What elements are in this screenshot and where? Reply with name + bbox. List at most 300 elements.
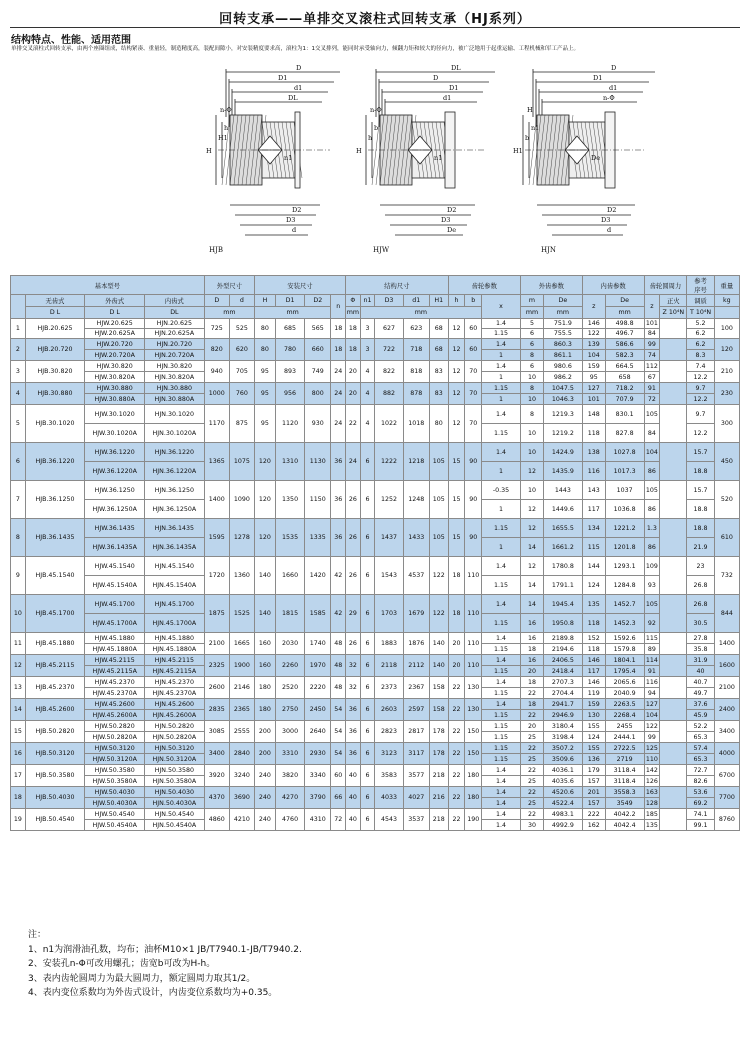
cell-h: 20 <box>448 655 465 677</box>
cell-z-int: 105 <box>644 405 660 424</box>
cell-H1: 83 <box>429 361 448 383</box>
cell-x: 1 <box>482 350 521 361</box>
cell-weight: 3400 <box>714 721 739 743</box>
cell-De-int: 4042.4 <box>605 820 644 831</box>
cell-D2: 930 <box>305 405 331 443</box>
page-title: 回转支承——单排交叉滚柱式回转支承（HJ系列） <box>219 12 531 27</box>
dim-label-d: d <box>292 226 297 234</box>
dim-label-D3: D3 <box>286 216 296 224</box>
cell-m: 10 <box>520 394 543 405</box>
cell-n1: 6 <box>360 519 375 557</box>
cell-force-normal <box>660 677 687 699</box>
cell-phi: 26 <box>346 633 361 655</box>
cell-De: 1219.3 <box>543 405 582 424</box>
cell-d: 4210 <box>229 809 254 831</box>
cell-force-normal <box>660 383 687 405</box>
cell-m: 10 <box>520 481 543 500</box>
cell-weight: 1400 <box>714 633 739 655</box>
cell-force: 15.7 <box>687 443 714 462</box>
cell-h: 22 <box>448 787 465 809</box>
cell-model-plain: HJB.50.4540 <box>25 809 85 831</box>
cell-model-int: HJN.36.1220 <box>145 443 205 462</box>
cell-model-int: HJN.50.3120 <box>145 743 205 754</box>
dim-label-h: h <box>368 134 373 142</box>
cell-model-plain: HJB.36.1250 <box>25 481 85 519</box>
cell-m: 6 <box>520 329 543 339</box>
cell-model-int: HJN.20.625A <box>145 329 205 339</box>
cell-x: 1.15 <box>482 710 521 721</box>
cell-De-int: 2444.1 <box>605 732 644 743</box>
dim-label-D2: D2 <box>607 206 617 214</box>
cell-model-ext: HJW.45.2370 <box>85 677 145 688</box>
th-int-type: 内齿式 <box>145 295 205 307</box>
cell-force: 6.2 <box>687 339 714 350</box>
cell-z: 152 <box>582 633 605 644</box>
dim-label-d1: d1 <box>294 84 303 92</box>
cell-model-int: HJN.20.720A <box>145 350 205 361</box>
cell-weight: 300 <box>714 405 739 443</box>
cell-weight: 2100 <box>714 677 739 699</box>
cell-model-ext: HJW.30.1020A <box>85 424 145 443</box>
cell-weight: 210 <box>714 361 739 383</box>
cell-d: 1090 <box>229 481 254 519</box>
cell-model-ext: HJW.45.2115A <box>85 666 145 677</box>
cell-d: 3690 <box>229 787 254 809</box>
cell-phi: 22 <box>346 405 361 443</box>
cell-model-ext: HJW.45.2370A <box>85 688 145 699</box>
cell-z: 146 <box>582 319 605 329</box>
cell-weight: 450 <box>714 443 739 481</box>
th-force: 齿轮圆周力 <box>644 276 687 295</box>
cell-force: 8.3 <box>687 350 714 361</box>
cell-z: 117 <box>582 500 605 519</box>
cell-D1: 893 <box>275 361 304 383</box>
cell-model-ext: HJW.36.1435 <box>85 519 145 538</box>
cell-x: 1.4 <box>482 699 521 710</box>
th-De2: De <box>605 295 644 307</box>
cell-x: 1.4 <box>482 595 521 614</box>
th-mm-1: mm <box>204 307 254 319</box>
cell-d1: 878 <box>403 383 429 405</box>
cell-m: 12 <box>520 519 543 538</box>
cell-m: 22 <box>520 688 543 699</box>
table-row <box>11 765 740 776</box>
cell-weight: 4000 <box>714 743 739 765</box>
cell-De-int: 658 <box>605 372 644 383</box>
cell-n1: 6 <box>360 743 375 765</box>
cell-De: 4036.1 <box>543 765 582 776</box>
table-row <box>11 481 740 500</box>
cell-bb: 110 <box>465 595 482 633</box>
cell-model-ext: HJW.36.1435A <box>85 538 145 557</box>
cell-weight: 8760 <box>714 809 739 831</box>
cell-z-int: 89 <box>644 644 660 655</box>
cell-z-int: 72 <box>644 394 660 405</box>
cell-x: 1.4 <box>482 319 521 329</box>
cell-D: 2835 <box>204 699 229 721</box>
cell-n1: 6 <box>360 699 375 721</box>
note-3: 3、表内齿轮圆周力为最大圆周力，额定圆周力取其1/2。 <box>28 973 256 984</box>
cell-nn: 72 <box>331 809 346 831</box>
dim-label-b: b <box>374 124 379 132</box>
cell-De: 1780.8 <box>543 557 582 576</box>
cell-force: 65.3 <box>687 732 714 743</box>
cell-force-normal <box>660 743 687 765</box>
th-struct: 结构尺寸 <box>346 276 449 295</box>
note-2: 2、安装孔n-Φ可改用螺孔；齿宽b可改为H-h。 <box>28 959 216 969</box>
cell-model-ext: HJW.50.3120 <box>85 743 145 754</box>
cell-x: 1 <box>482 500 521 519</box>
cell-m: 8 <box>520 383 543 394</box>
cell-De-int: 498.8 <box>605 319 644 329</box>
th-z2: z <box>644 295 660 319</box>
cell-D2: 1335 <box>305 519 331 557</box>
cell-d1: 2597 <box>403 699 429 721</box>
cell-De-int: 1017.3 <box>605 462 644 481</box>
cell-d: 875 <box>229 405 254 443</box>
cell-no: 6 <box>11 443 26 481</box>
cell-force: 74.1 <box>687 809 714 820</box>
cell-d1: 4537 <box>403 557 429 595</box>
cell-model-int: HJN.45.1700A <box>145 614 205 633</box>
cell-bb: 90 <box>465 443 482 481</box>
cell-model-int: HJN.20.720 <box>145 339 205 350</box>
cell-model-ext: HJW.45.1540A <box>85 576 145 595</box>
th-d1: d1 <box>403 295 429 307</box>
cell-D: 940 <box>204 361 229 383</box>
cell-m: 16 <box>520 655 543 666</box>
cell-De: 1449.6 <box>543 500 582 519</box>
cell-force: 18.8 <box>687 462 714 481</box>
cell-d: 1075 <box>229 443 254 481</box>
cell-m: 6 <box>520 339 543 350</box>
table-row <box>11 677 740 688</box>
th-D2: D2 <box>305 295 331 307</box>
cell-m: 10 <box>520 424 543 443</box>
cell-D1: 4760 <box>275 809 304 831</box>
cell-no: 10 <box>11 595 26 633</box>
cell-D: 1170 <box>204 405 229 443</box>
cell-model-ext: HJW.45.1880A <box>85 644 145 655</box>
cell-z: 95 <box>582 372 605 383</box>
cell-De: 1219.2 <box>543 424 582 443</box>
dim-label-D1: D1 <box>449 84 459 92</box>
cell-z: 157 <box>582 776 605 787</box>
cell-model-ext: HJW.30.820 <box>85 361 145 372</box>
cell-De: 980.6 <box>543 361 582 372</box>
cell-D1: 2030 <box>275 633 304 655</box>
cell-force-normal <box>660 481 687 519</box>
cell-H: 140 <box>254 595 275 633</box>
dim-label-D3: D3 <box>441 216 451 224</box>
cell-force: 69.2 <box>687 798 714 809</box>
th-D3: D3 <box>375 295 403 307</box>
cell-no: 5 <box>11 405 26 443</box>
cell-D3: 1437 <box>375 519 403 557</box>
cell-D3: 1703 <box>375 595 403 633</box>
cell-De-int: 1221.2 <box>605 519 644 538</box>
cell-De: 986.2 <box>543 372 582 383</box>
cell-model-ext: HJW.45.2600 <box>85 699 145 710</box>
cell-z-int: 127 <box>645 700 658 708</box>
cell-D1: 2260 <box>275 655 304 677</box>
cell-d1: 1433 <box>403 519 429 557</box>
th-ext: 外齿参数 <box>520 276 582 295</box>
cell-model-ext: HJW.20.625A <box>85 329 145 339</box>
cell-d: 620 <box>229 339 254 361</box>
cell-D3: 882 <box>375 383 403 405</box>
cell-H1: 68 <box>429 319 448 339</box>
cell-x: 1.4 <box>482 809 521 820</box>
cell-D2: 749 <box>305 361 331 383</box>
cell-x: 1.4 <box>482 405 521 424</box>
cell-D3: 2823 <box>375 721 403 743</box>
cell-model-int: HJN.30.880A <box>145 394 205 405</box>
cell-d: 1278 <box>229 519 254 557</box>
cell-x: 1.4 <box>482 655 521 666</box>
cell-z-int: 91 <box>644 666 660 677</box>
cell-n1: 3 <box>360 339 375 361</box>
cell-n1: 6 <box>360 557 375 595</box>
cell-z-int: 112 <box>645 362 658 370</box>
cell-x: 1 <box>482 372 521 383</box>
cell-no: 11 <box>11 633 26 655</box>
cell-h: 12 <box>448 405 465 443</box>
cell-model-ext: HJW.50.2820 <box>85 721 145 732</box>
cell-z-int: 109 <box>644 557 660 576</box>
drawing-label-hjb: HJB <box>209 246 224 254</box>
cell-H1: 83 <box>429 383 448 405</box>
cell-h: 22 <box>448 743 465 765</box>
cell-D: 1365 <box>204 443 229 481</box>
cell-bb: 190 <box>465 809 482 831</box>
cell-force: 15.7 <box>687 481 714 500</box>
cell-H: 140 <box>254 557 275 595</box>
cell-z: 155 <box>582 743 605 754</box>
cell-weight: 100 <box>714 319 739 339</box>
cell-h: 15 <box>448 481 465 519</box>
cell-z-int: 91 <box>644 383 660 394</box>
cell-model-int: HJN.30.1020A <box>145 424 205 443</box>
cell-bb: 110 <box>465 633 482 655</box>
cell-D: 2100 <box>204 633 229 655</box>
cell-z: 139 <box>582 339 605 350</box>
cell-De: 1435.9 <box>543 462 582 481</box>
cell-De: 1046.3 <box>543 394 582 405</box>
cell-phi: 26 <box>346 481 361 519</box>
table-row <box>11 405 740 424</box>
cell-model-ext: HJW.36.1250A <box>85 500 145 519</box>
cell-D1: 1350 <box>275 481 304 519</box>
cell-m: 22 <box>520 787 543 798</box>
cell-model-ext: HJW.20.720A <box>85 350 145 361</box>
cell-force: 31.9 <box>687 655 714 666</box>
cell-d1: 3117 <box>403 743 429 765</box>
dim-label-DL: DL <box>288 94 298 102</box>
cell-x: 1.15 <box>482 329 521 339</box>
cell-m: 16 <box>520 614 543 633</box>
cell-d1: 2112 <box>403 655 429 677</box>
cell-z-int: 114 <box>645 656 658 664</box>
cell-D2: 1970 <box>305 655 331 677</box>
table-row <box>11 383 740 394</box>
cell-force-normal <box>660 557 687 595</box>
cell-De-int: 1027.8 <box>605 443 644 462</box>
dim-label-d: d <box>607 226 612 234</box>
cell-z: 118 <box>582 644 605 655</box>
cell-z-int: 142 <box>645 766 658 774</box>
cell-D3: 1543 <box>375 557 403 595</box>
cell-H: 95 <box>254 383 275 405</box>
cell-m: 22 <box>520 809 543 820</box>
cell-no: 16 <box>11 743 26 765</box>
cell-z-int: 163 <box>645 788 658 796</box>
cell-n1: 6 <box>360 721 375 743</box>
cell-De-int: 582.3 <box>605 350 644 361</box>
cell-m: 14 <box>520 595 543 614</box>
cell-force: 5.2 <box>687 319 714 329</box>
cell-nn: 24 <box>331 405 346 443</box>
cell-model-plain: HJB.45.2370 <box>25 677 85 699</box>
cell-m: 12 <box>520 462 543 481</box>
cell-phi: 18 <box>346 319 361 339</box>
cell-z-int: 135 <box>645 821 658 829</box>
cell-D3: 4543 <box>375 809 403 831</box>
cell-D: 2600 <box>204 677 229 699</box>
cell-H1: 105 <box>429 443 448 481</box>
cell-d: 2365 <box>229 699 254 721</box>
cell-d: 2840 <box>229 743 254 765</box>
cell-x: 1.15 <box>482 614 521 633</box>
cell-De-int: 830.1 <box>605 405 644 424</box>
cell-model-ext: HJW.45.2600A <box>85 710 145 721</box>
cell-phi: 20 <box>346 361 361 383</box>
cell-model-int: HJN.50.3580A <box>145 776 205 787</box>
cell-phi: 36 <box>346 699 361 721</box>
cell-m: 25 <box>520 798 543 809</box>
cell-no: 7 <box>11 481 26 519</box>
cell-De-int: 1284.8 <box>605 576 644 595</box>
cell-m: 5 <box>520 319 543 329</box>
drawing-hjn <box>515 60 690 260</box>
cell-H: 80 <box>254 319 275 339</box>
cell-model-plain: HJB.45.1540 <box>25 557 85 595</box>
cell-D3: 722 <box>375 339 403 361</box>
cell-De: 2707.3 <box>543 677 582 688</box>
cell-n1: 6 <box>360 765 375 787</box>
th-dl-2: D L <box>85 307 145 319</box>
cell-De-int: 2065.6 <box>605 677 644 688</box>
th-mount: 安装尺寸 <box>254 276 345 295</box>
cell-bb: 90 <box>465 519 482 557</box>
dim-label-n-Φ: n-Φ <box>370 106 382 114</box>
cell-n1: 6 <box>360 655 375 677</box>
cell-nn: 48 <box>331 655 346 677</box>
cell-x: 1.4 <box>482 557 521 576</box>
cell-d1: 4027 <box>403 787 429 809</box>
dim-label-D2: D2 <box>447 206 457 214</box>
cell-model-plain: HJB.30.820 <box>25 361 85 383</box>
cell-force: 7.4 <box>687 361 714 372</box>
cell-D3: 1022 <box>375 405 403 443</box>
cell-force: 40 <box>687 666 714 677</box>
cell-force: 12.2 <box>687 394 714 405</box>
cell-De: 4983.1 <box>543 809 582 820</box>
cell-m: 12 <box>520 500 543 519</box>
cell-z: 118 <box>582 614 605 633</box>
cell-model-ext: HJW.36.1220A <box>85 462 145 481</box>
cell-De: 3198.4 <box>543 732 582 743</box>
cell-no: 1 <box>11 319 26 339</box>
cell-De-int: 827.8 <box>605 424 644 443</box>
cell-H: 240 <box>254 765 275 787</box>
th-mm-6: mm <box>543 307 582 319</box>
cell-x: 1.15 <box>482 688 521 699</box>
th-z: z <box>582 295 605 319</box>
cell-m: 8 <box>520 405 543 424</box>
cell-m: 22 <box>520 765 543 776</box>
cell-force-normal <box>660 405 687 443</box>
cell-model-plain: HJB.20.720 <box>25 339 85 361</box>
cell-H: 95 <box>254 405 275 443</box>
dim-label-b: b <box>525 134 530 142</box>
cell-force-normal <box>660 765 687 787</box>
cell-force-normal <box>660 721 687 743</box>
cell-n1: 6 <box>360 481 375 519</box>
cell-force: 45.9 <box>687 710 714 721</box>
cell-force: 37.6 <box>687 699 714 710</box>
cell-De: 1655.5 <box>543 519 582 538</box>
cell-H: 200 <box>254 743 275 765</box>
cell-weight: 520 <box>714 481 739 519</box>
cell-H1: 105 <box>429 481 448 519</box>
cell-D1: 1535 <box>275 519 304 557</box>
cell-H: 120 <box>254 443 275 481</box>
cell-bb: 150 <box>465 721 482 743</box>
cell-De: 755.5 <box>543 329 582 339</box>
cell-model-plain: HJB.45.2600 <box>25 699 85 721</box>
cell-De-int: 1037 <box>605 481 644 500</box>
cell-n1: 4 <box>360 405 375 443</box>
cell-force: 27.8 <box>687 633 714 644</box>
cell-De-int: 2263.5 <box>605 699 644 710</box>
cell-D1: 3310 <box>275 743 304 765</box>
cell-D2: 1585 <box>305 595 331 633</box>
cell-H1: 158 <box>429 677 448 699</box>
cell-phi: 26 <box>346 519 361 557</box>
cell-x: 1.4 <box>482 776 521 787</box>
cell-d1: 2817 <box>403 721 429 743</box>
cell-z: 159 <box>582 361 605 372</box>
cell-De-int: 3558.3 <box>605 787 644 798</box>
dim-label-n1: n1 <box>531 124 540 132</box>
section-title: 结构特点、性能、适用范围 <box>11 35 131 46</box>
cell-De: 2194.6 <box>543 644 582 655</box>
cell-z: 117 <box>582 666 605 677</box>
cell-model-int: HJN.45.1540A <box>145 576 205 595</box>
cell-n1: 6 <box>360 633 375 655</box>
cell-z: 222 <box>582 809 605 820</box>
cell-weight: 120 <box>714 339 739 361</box>
cell-force-normal <box>660 339 687 361</box>
cell-h: 12 <box>448 383 465 405</box>
cell-model-int: HJN.45.1880 <box>145 633 205 644</box>
cell-model-int: HJN.45.2600 <box>145 699 205 710</box>
th-gear: 齿轮参数 <box>448 276 520 295</box>
cell-De-int: 496.7 <box>605 329 644 339</box>
th-H1: H1 <box>429 295 448 307</box>
cell-weight: 1600 <box>714 655 739 677</box>
